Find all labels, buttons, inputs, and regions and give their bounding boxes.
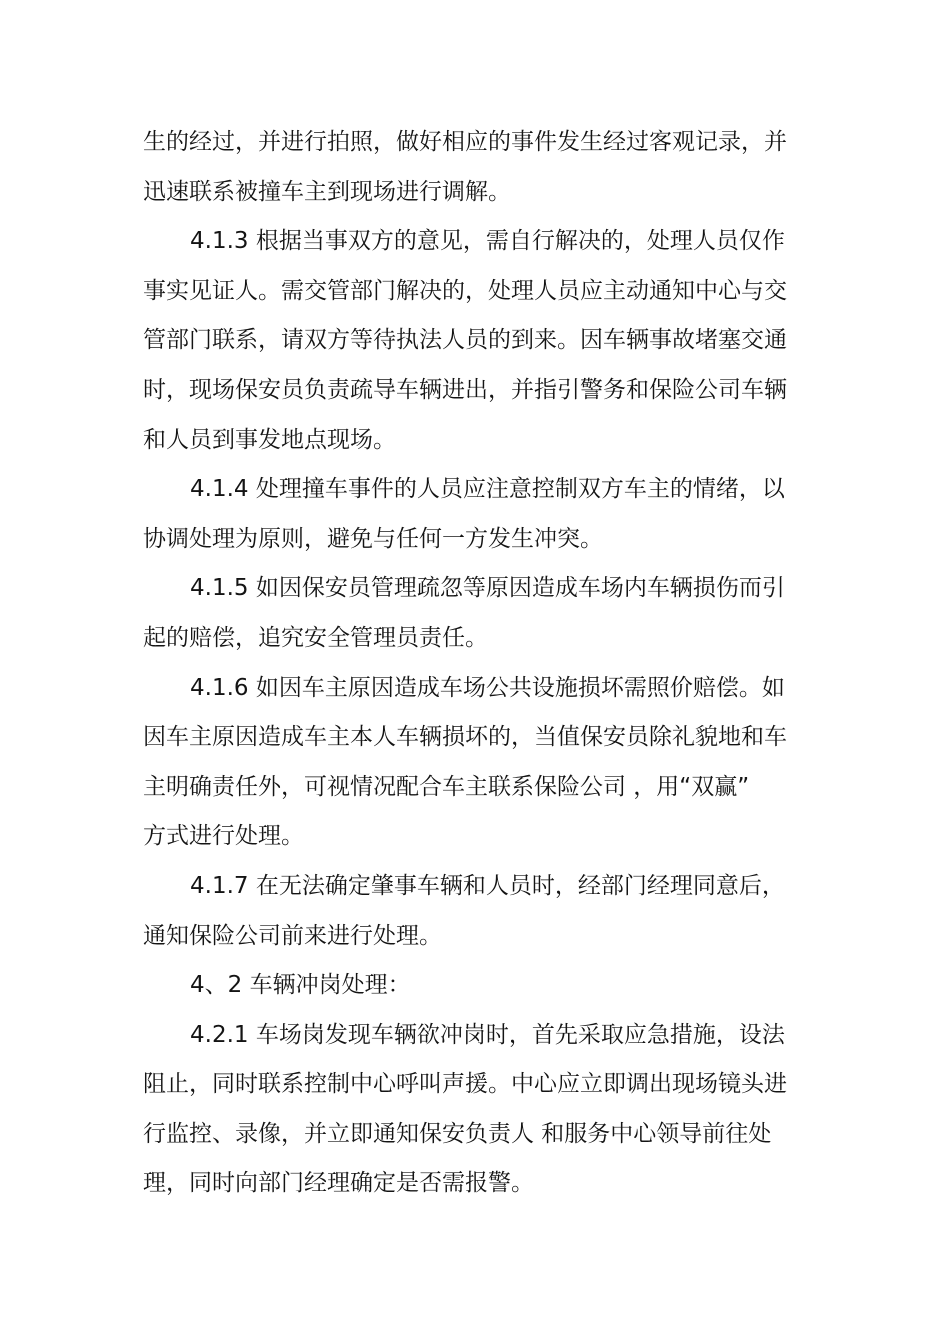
text-line: 起的赔偿，追究安全管理员责任。: [143, 624, 488, 651]
text-line: 理，同时向部门经理确定是否需报警。: [143, 1170, 534, 1197]
section-4-1-4-line: 4.1.4 处理撞车事件的人员应注意控制双方车主的情绪，以: [190, 476, 785, 503]
document-body: [143, 118, 809, 1209]
section-4-2-heading: 4、2 车辆冲岗处理：: [190, 972, 411, 999]
text-line: 方式进行处理。: [143, 823, 304, 850]
text-line: 生的经过，并进行拍照，做好相应的事件发生经过客观记录，并: [143, 129, 787, 155]
section-4-1-3-line: 4.1.3 根据当事双方的意见，需自行解决的，处理人员仅作: [190, 228, 785, 255]
text-line: 行监控、录像，并立即通知保安负责人 和服务中心领导前往处: [143, 1120, 772, 1147]
text-line: 事实见证人。需交管部门解决的，处理人员应主动通知中心与交: [143, 277, 787, 304]
text-line: 迅速联系被撞车主到现场进行调解。: [143, 178, 511, 205]
text-line: 阻止，同时联系控制中心呼叫声援。中心应立即调出现场镜头进: [143, 1071, 787, 1098]
section-4-2-1-line: 4.2.1 车场岗发现车辆欲冲岗时，首先采取应急措施，设法: [190, 1021, 785, 1048]
section-4-1-5-line: 4.1.5 如因保安员管理疏忽等原因造成车场内车辆损伤而引: [190, 575, 785, 602]
section-4-1-6-line: 4.1.6 如因车主原因造成车场公共设施损坏需照价赔偿。如: [190, 674, 785, 701]
text-line: 协调处理为原则，避免与任何一方发生冲突。: [143, 525, 603, 552]
text-line: 主明确责任外，可视情况配合车主联系保险公司 ，用“双赢”: [143, 773, 750, 800]
text-line: 时，现场保安员负责疏导车辆进出，并指引警务和保险公司车辆: [143, 376, 787, 403]
text-line: 通知保险公司前来进行处理。: [143, 922, 442, 949]
section-4-1-7-line: 4.1.7 在无法确定肇事车辆和人员时，经部门经理同意后，: [190, 872, 785, 899]
text-line: 管部门联系，请双方等待执法人员的到来。因车辆事故堵塞交通: [143, 327, 787, 354]
text-line: 和人员到事发地点现场。: [143, 426, 396, 453]
text-line: 因车主原因造成车主本人车辆损坏的，当值保安员除礼貌地和车: [143, 724, 787, 751]
